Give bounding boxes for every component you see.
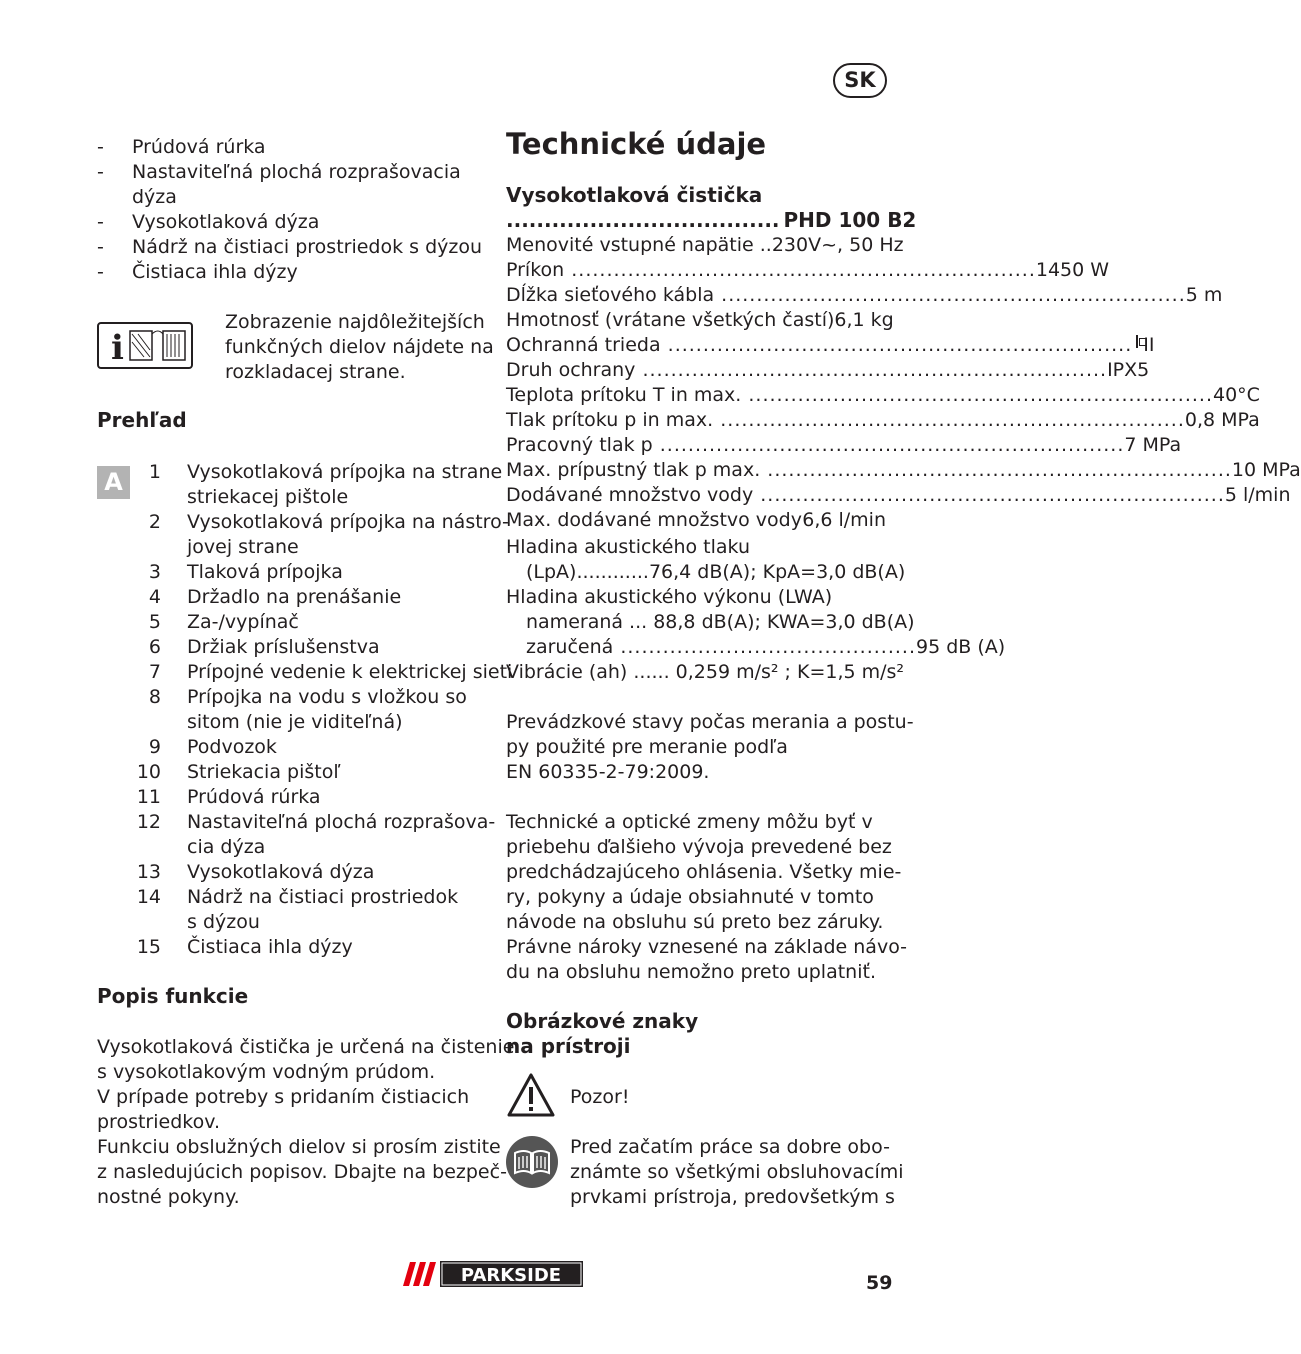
overview-item-number: 6 [148, 636, 161, 658]
spec-value: 40°C [1213, 384, 1260, 406]
overview-item-label: Vysokotlaková prípojka na strane [187, 461, 503, 483]
overview-heading: Prehľad [97, 408, 187, 432]
text-line: známte so všetkými obsluhovacími [570, 1161, 904, 1183]
spec-label: Ochranná trieda [506, 334, 661, 356]
dot-leader: .......................................... [613, 636, 916, 658]
changes-note [506, 810, 907, 985]
dot-leader: .................................................................. [652, 434, 1125, 456]
text-line: nostné pokyny. [97, 1186, 240, 1208]
spec-label: Dĺžka sieťového kábla [506, 284, 715, 306]
overview-item-number: 14 [136, 886, 161, 908]
text-line: Prevádzkové stavy počas merania a postu- [506, 711, 914, 733]
dot-leader: .................................................................. [714, 284, 1186, 306]
overview-item-label: Nádrž na čistiaci prostriedok [187, 886, 459, 908]
text-line: Právne nároky vznesené na základe návo- [506, 936, 908, 958]
spec-label: Menovité vstupné napätie .. [506, 234, 772, 256]
dot-leader: .................................................................. [713, 409, 1185, 431]
parts-list-label: Nádrž na čistiaci prostriedok s dýzou [132, 236, 483, 258]
text-line: na prístroji [506, 1034, 631, 1058]
spec-row [506, 283, 1223, 308]
overview-item-label: Vysokotlaková prípojka na nástro- [187, 511, 509, 533]
spec-row [506, 408, 1260, 433]
svg-text:i: i [111, 328, 124, 368]
spec-row [506, 233, 904, 258]
dot-leader: .................................................................. [760, 459, 1232, 481]
overview-item-number: 10 [136, 761, 161, 783]
spec-label: Hmotnosť (vrátane všetkých častí) [506, 309, 835, 331]
product-label: Vysokotlaková čistička [506, 183, 763, 207]
text-line: py použité pre meranie podľa [506, 736, 788, 758]
bullet-dash: - [97, 211, 104, 233]
overview-item-label: s dýzou [187, 911, 260, 933]
text-line: s vysokotlakovým vodným prúdom. [97, 1061, 436, 1083]
overview-item-label: striekacej pištole [187, 486, 349, 508]
measurement-note [506, 710, 914, 785]
dot-leader: .................................................................. [635, 359, 1108, 381]
spec-row [506, 358, 1150, 383]
overview-item-label: Nastaviteľná plochá rozprašova- [187, 811, 496, 833]
text-line: z nasledujúcich popisov. Dbajte na bezpeč- [97, 1161, 507, 1183]
spec-label: Tlak prítoku p in max. [506, 409, 714, 431]
spec-label: Pracovný tlak p [506, 434, 653, 456]
bullet-dash: - [97, 261, 104, 283]
spec-value: 6,1 kg [834, 309, 894, 331]
warning-icon [506, 1072, 556, 1118]
guaranteed-value: 95 dB (A) [916, 636, 1006, 658]
sound-power-measured: nameraná ... 88,8 dB(A); KWA=3,0 dB(A) [526, 611, 915, 633]
spec-label: Druh ochrany [506, 359, 636, 381]
spec-label: Dodávané množstvo vody [506, 484, 754, 506]
spec-row [506, 483, 1291, 508]
overview-item-number: 8 [148, 686, 161, 708]
sound-power-label: Hladina akustického výkonu (LWA) [506, 586, 833, 608]
overview-item-number: 13 [136, 861, 161, 883]
overview-item-number: 3 [148, 561, 161, 583]
parts-list-label: Vysokotlaková dýza [132, 211, 320, 233]
model-value: PHD 100 B2 [783, 208, 917, 232]
symbols-heading [506, 1009, 698, 1059]
overview-item-number: 5 [148, 611, 161, 633]
vibration: Vibrácie (ah) ...... 0,259 m/s² ; K=1,5 m/s² [506, 661, 905, 683]
text-line: prostriedkov. [97, 1111, 221, 1133]
overview-item-label: sitom (nie je viditeľná) [187, 711, 403, 733]
text-line: funkčných dielov nájdete na [225, 336, 494, 358]
overview-item-label: Prúdová rúrka [187, 786, 321, 808]
dot-leader: .................................................................. [660, 334, 1133, 356]
function-text [97, 1035, 514, 1210]
text-line: Technické a optické zmeny môžu byť v [506, 811, 873, 833]
overview-item-number: 2 [148, 511, 161, 533]
read-manual-icon [506, 1136, 558, 1188]
spec-value: 7 MPa [1124, 434, 1182, 456]
model-row [506, 208, 917, 233]
spec-row [506, 458, 1301, 483]
overview-item-label: Držiak príslušenstva [187, 636, 380, 658]
text-line: Pred začatím práce sa dobre obo- [570, 1136, 890, 1158]
overview-item-label: Držadlo na prenášanie [187, 586, 402, 608]
bullet-dash: - [97, 236, 104, 258]
parts-list-label: Prúdová rúrka [132, 136, 266, 158]
text-line: Obrázkové znaky [506, 1009, 699, 1033]
language-badge: SK [833, 63, 887, 98]
parts-list-label: Nastaviteľná plochá rozprašovacia [132, 161, 461, 183]
overview-item-label: Prípojné vedenie k elektrickej sieti [187, 661, 513, 683]
function-heading: Popis funkcie [97, 984, 249, 1008]
text-line: návode na obsluhu sú preto bez záruky. [506, 911, 884, 933]
bullet-dash: - [97, 136, 104, 158]
spec-row [506, 333, 1155, 358]
spec-row [506, 433, 1182, 458]
spec-value: 230V~, 50 Hz [771, 234, 904, 256]
spec-label: Príkon [506, 259, 565, 281]
bullet-dash: - [97, 161, 104, 183]
figure-badge: A [97, 466, 130, 499]
overview-item-number: 15 [136, 936, 161, 958]
spec-value: II [1143, 334, 1155, 356]
guaranteed-label: zaručená [526, 636, 614, 658]
sound-pressure-label: Hladina akustického tlaku [506, 536, 751, 558]
overview-item-label: Za-/vypínač [187, 611, 299, 633]
page-title: Technické údaje [506, 127, 767, 161]
svg-text:PARKSIDE: PARKSIDE [460, 1265, 562, 1286]
overview-item-label: Vysokotlaková dýza [187, 861, 375, 883]
overview-item-label: Podvozok [187, 736, 277, 758]
spec-row [506, 383, 1260, 408]
spec-value: 10 MPa [1231, 459, 1301, 481]
sound-pressure-value: (LpA)............76,4 dB(A); KpA=3,0 dB(A) [526, 561, 906, 583]
manual-note [570, 1135, 904, 1210]
overview-item-number: 12 [136, 811, 161, 833]
parts-list-label: dýza [132, 186, 177, 208]
dot-leader: .................................................................. [564, 259, 1036, 281]
text-line: Vysokotlaková čistička je určená na čistenie [97, 1036, 515, 1058]
overview-item-label: Prípojka na vodu s vložkou so [187, 686, 467, 708]
text-line: Funkciu obslužných dielov si prosím zistite [97, 1136, 501, 1158]
warning-text: Pozor! [570, 1086, 630, 1108]
overview-item-label: Čistiaca ihla dýzy [187, 936, 353, 958]
text-line: V prípade potreby s pridaním čistiacich [97, 1086, 470, 1108]
spec-value: 6,6 l/min [802, 509, 886, 531]
text-line: rozkladacej strane. [225, 361, 406, 383]
text-line: prvkami prístroja, predovšetkým s [570, 1186, 895, 1208]
text-line: priebehu ďalšieho vývoja prevedené bez [506, 836, 892, 858]
parkside-logo [402, 1259, 584, 1289]
spec-label: Teplota prítoku T in max. [506, 384, 742, 406]
protection-class-icon [1136, 335, 1138, 348]
parts-list-label: Čistiaca ihla dýzy [132, 261, 298, 283]
spec-value: 5 l/min [1224, 484, 1291, 506]
page-number: 59 [866, 1272, 893, 1294]
info-manual-icon [97, 322, 193, 369]
spec-value: 1450 W [1035, 259, 1110, 281]
overview-item-number: 4 [148, 586, 161, 608]
text-line: du na obsluhu nemožno preto uplatniť. [506, 961, 876, 983]
spec-label: Max. prípustný tlak p max. [506, 459, 761, 481]
dot-leader: .................................................................. [741, 384, 1213, 406]
text-line: Zobrazenie najdôležitejších [225, 311, 485, 333]
overview-item-number: 11 [136, 786, 161, 808]
dot-leader: .................................................................. [753, 484, 1225, 506]
overview-item-label: jovej strane [187, 536, 299, 558]
overview-item-label: cia dýza [187, 836, 266, 858]
info-note [225, 310, 494, 385]
spec-value: 5 m [1185, 284, 1223, 306]
overview-item-number: 7 [148, 661, 161, 683]
overview-item-number: 1 [148, 461, 161, 483]
spec-row [506, 308, 894, 333]
spec-value: 0,8 MPa [1184, 409, 1260, 431]
text-line: predchádzajúceho ohlásenia. Všetky mie- [506, 861, 902, 883]
spec-label: Max. dodávané množstvo vody [506, 509, 802, 531]
text-line: ry, pokyny a údaje obsiahnuté v tomto [506, 886, 874, 908]
model-dots: .................................... [506, 208, 780, 232]
overview-item-label: Tlaková prípojka [187, 561, 343, 583]
spec-row [506, 508, 886, 533]
spec-row [506, 258, 1110, 283]
overview-item-number: 9 [148, 736, 161, 758]
spec-value: IPX5 [1107, 359, 1150, 381]
text-line: EN 60335-2-79:2009. [506, 761, 710, 783]
overview-item-label: Striekacia pištoľ [187, 761, 341, 783]
sound-power-guaranteed [526, 635, 1006, 660]
